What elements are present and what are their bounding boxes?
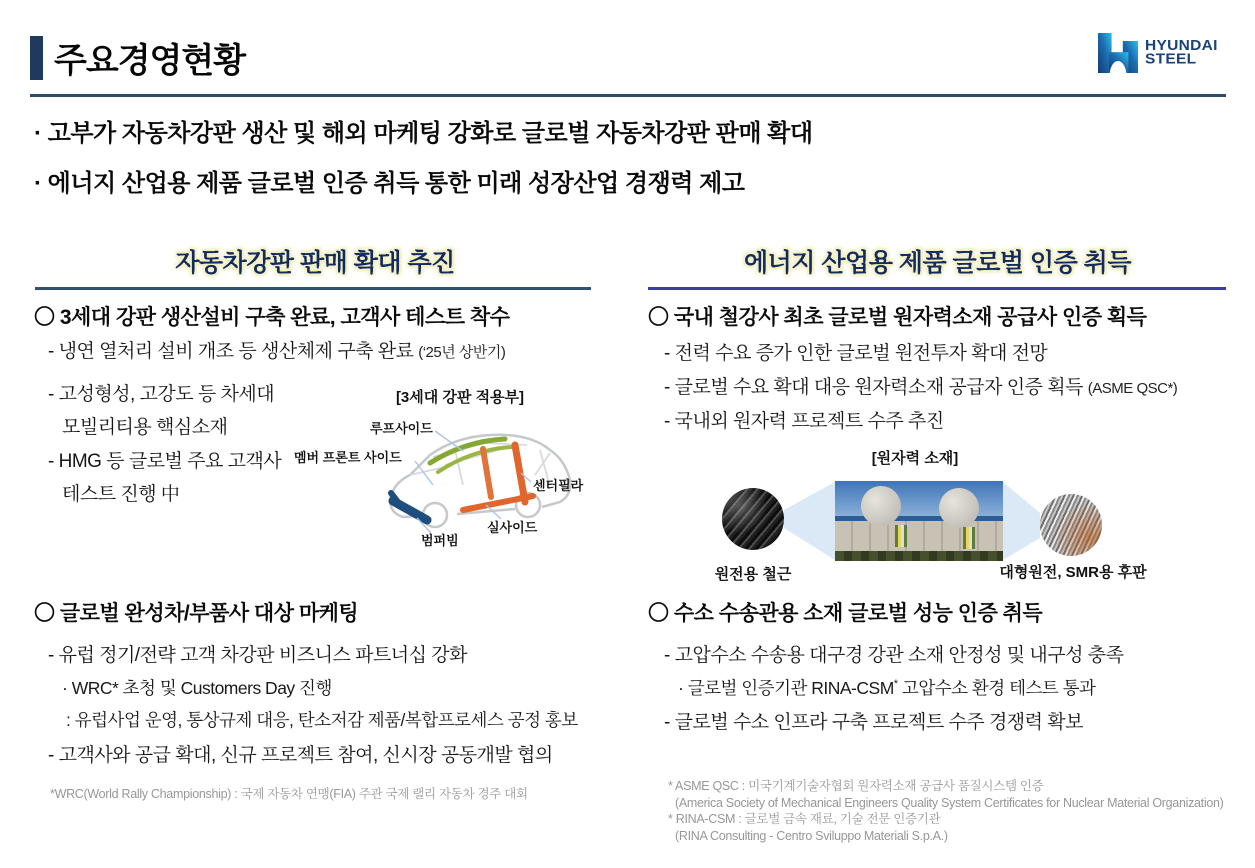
logo-line-1: HYUNDAI xyxy=(1145,37,1218,54)
logo-wordmark xyxy=(1145,37,1218,68)
logo-line-2: STEEL xyxy=(1145,51,1197,68)
right-footnote-line1: * ASME QSC : 미국기계기술자협회 원자력소재 공급사 품질시스템 인증 xyxy=(668,779,1044,793)
right-footnotes xyxy=(668,778,1224,844)
car-figure-caption: [3세대 강판 적용부] xyxy=(395,389,525,406)
right-section2-item2-sup: * xyxy=(893,678,898,691)
left-column-header: 자동차강판 판매 확대 추진 xyxy=(175,249,455,277)
left-column-underline xyxy=(35,287,591,290)
left-section1-item3: 모빌리티용 핵심소재 xyxy=(62,417,228,438)
car-label-center-pillar: 센터필라 xyxy=(533,478,584,493)
plate-label: 대형원전, SMR용 후판 xyxy=(999,564,1147,581)
reactor-dome-right xyxy=(939,488,979,528)
left-section1-title: 〇 3세대 강판 생산설비 구축 완료, 고객사 테스트 착수 xyxy=(34,306,510,329)
right-footnote-line3: * RINA-CSM : 글로벌 금속 재료, 기술 전문 인증기관 xyxy=(668,812,941,826)
title-divider xyxy=(30,94,1226,97)
right-column-underline xyxy=(648,287,1226,290)
right-section2-item2 xyxy=(678,675,1095,700)
car-label-member-front-side: 멤버 프론트 사이드 xyxy=(294,450,402,465)
right-column-header: 에너지 산업용 제품 글로벌 인증 취득 xyxy=(744,249,1131,277)
right-section1-title: 〇 국내 철강사 최초 글로벌 원자력소재 공급사 인증 획득 xyxy=(648,306,1147,329)
summary-bullet-1: · 고부가 자동차강판 생산 및 해외 마케팅 강화로 글로벌 자동차강판 판매 확대 xyxy=(34,120,813,147)
left-section1-item1-text: - 냉연 열처리 설비 개조 등 생산체제 구축 완료 xyxy=(48,341,414,362)
right-section2-item1: - 고압수소 수송용 대구경 강관 소재 안정성 및 내구성 충족 xyxy=(664,645,1124,666)
right-section1-item2 xyxy=(664,372,1177,399)
reactor-dome-left xyxy=(861,486,901,526)
car-label-sill-side: 실사이드 xyxy=(487,520,538,535)
photo-vegetation xyxy=(835,551,1003,561)
nuclear-figure-caption: [원자력 소재] xyxy=(871,450,959,467)
left-footnote: *WRC(World Rally Championship) : 국제 자동차 연맹(FIA) 주관 국제 랠리 자동차 경주 대회 xyxy=(50,787,528,801)
steel-plate-photo xyxy=(1040,494,1102,556)
nuclear-plant-photo xyxy=(835,481,1003,561)
photo-stripe-left xyxy=(895,525,907,547)
left-section1-item5: 테스트 진행 中 xyxy=(62,484,180,505)
photo-stripe-right xyxy=(963,527,975,549)
rebar-label: 원전용 철근 xyxy=(714,566,792,583)
left-section2-item4: - 고객사와 공급 확대, 신규 프로젝트 참여, 신시장 공동개발 협의 xyxy=(48,745,553,766)
right-section2-item2-pre: · 글로벌 인증기관 RINA-CSM xyxy=(678,678,894,698)
right-section1-item2-text: - 글로벌 수요 확대 대응 원자력소재 공급자 인증 획득 xyxy=(664,377,1083,398)
left-section2-title: 〇 글로벌 완성차/부품사 대상 마케팅 xyxy=(34,602,359,625)
right-section1-item1: - 전력 수요 증가 인한 글로벌 원전투자 확대 전망 xyxy=(664,343,1048,364)
page-title: 주요경영현황 xyxy=(54,42,246,80)
car-label-bumper-beam: 범퍼빔 xyxy=(421,533,459,548)
title-accent-bar xyxy=(30,36,43,80)
right-footnote-line2: (America Society of Mechanical Engineers Quality System Certificates for Nuclear Material Organization) xyxy=(675,795,1224,810)
left-section2-item1: - 유럽 정기/전략 고객 차강판 비즈니스 파트너십 강화 xyxy=(48,645,467,666)
right-section2-title: 〇 수소 수송관용 소재 글로벌 성능 인증 취득 xyxy=(648,602,1043,625)
left-section2-item3: : 유럽사업 운영, 통상규제 대응, 탄소저감 제품/복합프로세스 공정 홍보 xyxy=(66,710,578,730)
right-section1-item2-note: (ASME QSC*) xyxy=(1087,380,1178,397)
left-section1-item2: - 고성형성, 고강도 등 차세대 xyxy=(48,384,275,405)
right-section2-item3: - 글로벌 수소 인프라 구축 프로젝트 수주 경쟁력 확보 xyxy=(664,712,1083,733)
hyundai-steel-logo-icon xyxy=(1097,33,1139,73)
right-section2-item2-post: 고압수소 환경 테스트 통과 xyxy=(897,678,1096,698)
rebar-photo xyxy=(722,488,784,550)
left-section1-item1-note: (‘25년 상반기) xyxy=(418,344,506,361)
car-label-roof-side: 루프사이드 xyxy=(370,421,433,436)
photo-buildings xyxy=(835,521,1003,553)
summary-bullet-2: · 에너지 산업용 제품 글로벌 인증 취득 통한 미래 성장산업 경쟁력 제고 xyxy=(34,170,745,197)
left-section2-item2: · WRC* 초청 및 Customers Day 진행 xyxy=(62,678,332,698)
left-section1-item4: - HMG 등 글로벌 주요 고객사 xyxy=(48,451,282,472)
right-section1-item3: - 국내외 원자력 프로젝트 수주 추진 xyxy=(664,411,944,432)
hyundai-steel-logo xyxy=(1097,33,1218,73)
left-section1-item1 xyxy=(48,336,505,363)
right-footnote-line4: (RINA Consulting - Centro Sviluppo Materiali S.p.A.) xyxy=(675,828,948,843)
